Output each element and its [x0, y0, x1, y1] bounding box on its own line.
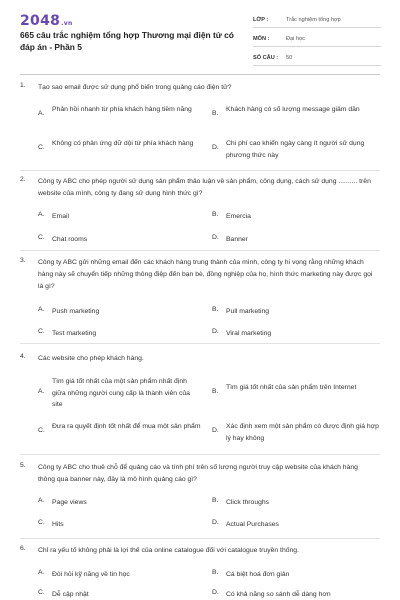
option-letter: C. — [38, 144, 45, 151]
option-text: Tìm giá tốt nhất của sản phẩm trên Internet — [226, 384, 357, 391]
question-number: 1. — [20, 82, 26, 89]
option-text: Viral marketing — [226, 330, 272, 337]
question-text: Các website cho phép khách hàng. — [38, 355, 144, 362]
option-text: Page views — [52, 499, 87, 506]
question-text: Công ty ABC cho thuê chỗ để quảng cáo và tính phí trên số lượng người truy cập website của khách hàng thông qua banner này, đây là mô hình quảng cáo gì? — [38, 464, 358, 483]
option-letter: D. — [212, 328, 219, 335]
option-text: Chi phí cao khiến ngày càng ít người sử dụng phương thức này — [226, 140, 365, 159]
question-divider — [20, 343, 380, 344]
option-text: Phản hồi nhanh từ phía khách hàng tiềm năng — [52, 106, 192, 113]
option-letter: A. — [38, 569, 45, 576]
question-divider — [20, 170, 380, 171]
option-letter: A. — [38, 110, 45, 117]
question-text: Chỉ ra yếu tố không phải là lợi thế của online catalogue đối với catalogue truyền thống. — [38, 547, 299, 554]
option-text: Không có phản ứng dữ dội từ phía khách hàng — [52, 140, 194, 147]
meta-row-count — [253, 51, 381, 66]
option-letter: D. — [212, 589, 219, 596]
option-text: Emercia — [226, 213, 251, 220]
question-number: 4. — [20, 353, 26, 360]
meta-row-class — [253, 13, 381, 28]
option-text: Tìm giá tốt nhất của một sản phẩm nhất định giữa những người cung cấp là thành viên của site — [52, 378, 190, 408]
quiz-title: 665 câu trắc nghiệm tổng hợp Thương mại điện tử có đáp án - Phần 5 — [20, 30, 234, 52]
header-divider — [20, 74, 380, 75]
question-number: 5. — [20, 462, 26, 469]
quiz-meta — [253, 13, 381, 70]
question-number: 2. — [20, 176, 26, 183]
option-letter: A. — [38, 497, 45, 504]
option-text: Xác định xem một sản phẩm có được định giá hợp lý hay không — [226, 423, 379, 442]
meta-label: SỐ CÂU : — [253, 55, 279, 61]
site-logo[interactable] — [20, 13, 73, 29]
option-text: Chat rooms — [52, 236, 88, 243]
option-letter: A. — [38, 306, 45, 313]
question-divider — [20, 454, 380, 455]
question-divider — [20, 538, 380, 539]
meta-row-subject — [253, 32, 381, 47]
option-text: Click throughs — [226, 499, 270, 506]
option-text: Đưa ra quyết định tốt nhất để mua một sản phẩm — [52, 423, 201, 430]
option-letter: B. — [212, 497, 219, 504]
option-text: Push marketing — [52, 308, 100, 315]
meta-label: LỚP : — [253, 17, 269, 23]
option-text: Đòi hỏi kỹ năng về tin học — [52, 571, 130, 578]
page-header — [0, 0, 400, 74]
option-letter: C. — [38, 589, 45, 596]
option-text: Test marketing — [52, 330, 97, 337]
option-text: Pull marketing — [226, 308, 270, 315]
question-number: 3. — [20, 257, 26, 264]
option-text: Có khả năng so sánh dễ dàng hơn — [226, 591, 331, 598]
meta-value: 50 — [286, 55, 293, 61]
logo-main: 2048 — [20, 13, 61, 29]
option-letter: C. — [38, 427, 45, 434]
option-letter: B. — [212, 306, 219, 313]
option-letter: A. — [38, 211, 45, 218]
option-text: Actual Purchases — [226, 521, 279, 528]
option-letter: A. — [38, 388, 45, 395]
meta-value: Đại học — [286, 36, 305, 42]
option-letter: B. — [212, 569, 219, 576]
option-letter: C. — [38, 519, 45, 526]
option-text: Dễ cập nhật — [52, 591, 89, 598]
logo-tld: .vn — [61, 20, 73, 27]
option-letter: C. — [38, 234, 45, 241]
option-text: Cá biệt hoá đơn giản — [226, 571, 290, 578]
option-letter: D. — [212, 427, 219, 434]
option-letter: C. — [38, 328, 45, 335]
option-letter: D. — [212, 234, 219, 241]
meta-label: MÔN : — [253, 36, 270, 42]
option-letter: B. — [212, 110, 219, 117]
option-text: Hits — [52, 521, 64, 528]
option-letter: B. — [212, 211, 219, 218]
option-text: Email — [52, 213, 69, 220]
question-text: Công ty ABC cho phép người sử dụng sản phẩm thảo luận về sản phẩm, công dụng, cách sử dụng .......... trên website của mình, công ty đang sử dụng hình thức gì? — [38, 178, 371, 197]
option-letter: D. — [212, 519, 219, 526]
question-number: 6. — [20, 545, 26, 552]
option-text: Khách hàng có số lượng message giảm dần — [226, 106, 360, 113]
option-text: Banner — [226, 236, 248, 243]
meta-value: Trắc nghiệm tổng hợp — [286, 17, 341, 23]
question-text: Tạo sao email được sử dụng phổ biến trong quảng cáo điện tử? — [38, 84, 232, 91]
option-letter: D. — [212, 144, 219, 151]
question-divider — [20, 250, 380, 251]
question-text: Công ty ABC gửi những email đến các khách hàng trung thành của mình, công ty hi vọng rằng những khách hàng này sẽ chuyển tiếp những thông điệp đến bạn bè, đồng nghiệp của họ, hình thức marketing này được gọi là gì? — [38, 259, 373, 290]
option-letter: B. — [212, 388, 219, 395]
